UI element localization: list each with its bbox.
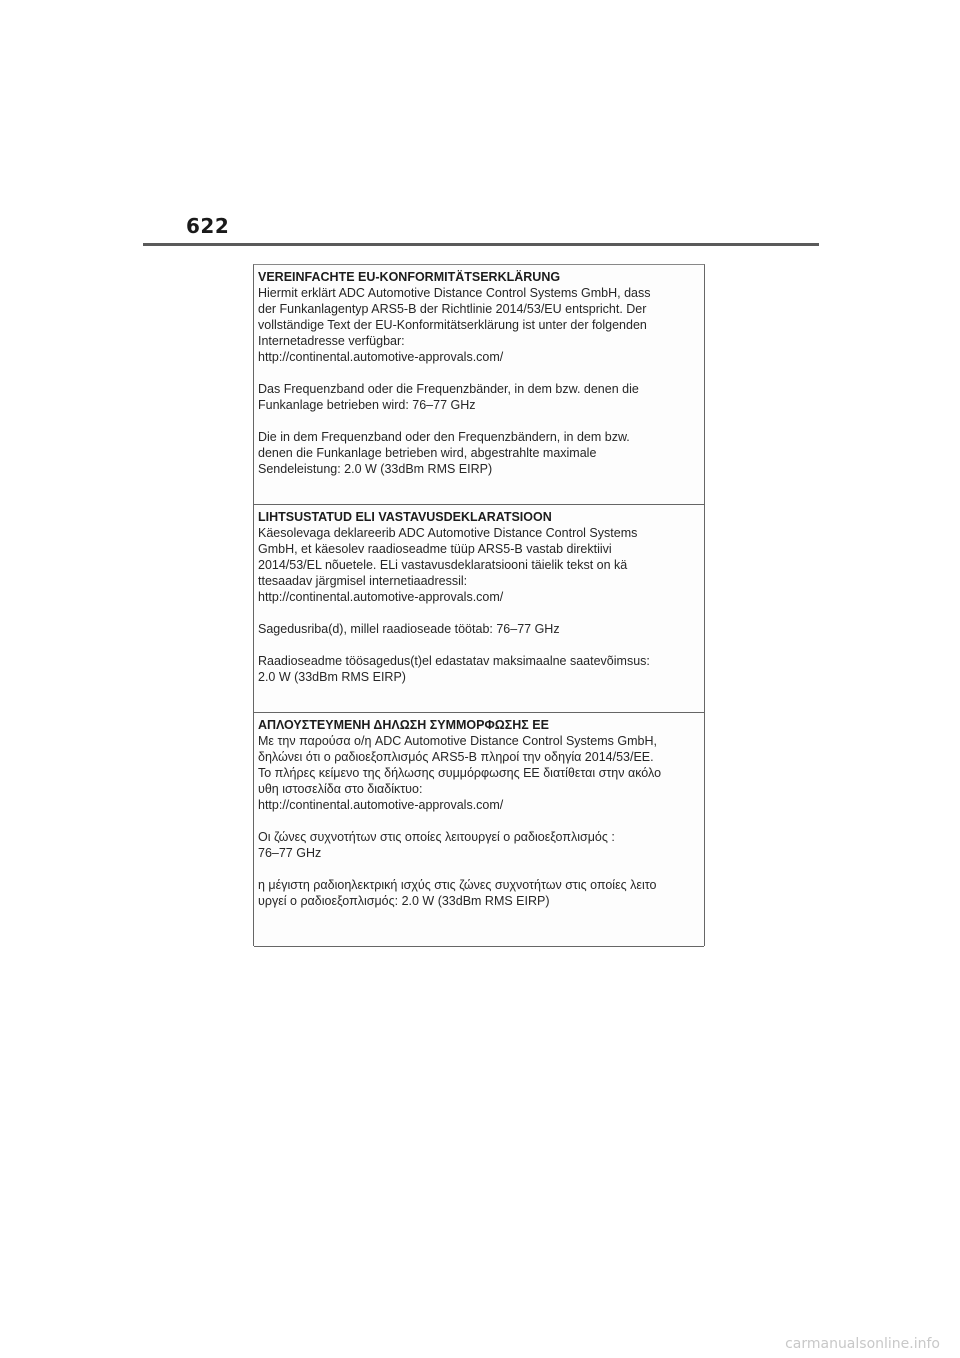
declaration-section-greek [254,713,704,947]
paragraph-line: Hiermit erklärt ADC Automotive Distance Control Systems GmbH, dass [258,286,651,300]
paragraph-line: 2.0 W (33dBm RMS EIRP) [258,670,406,684]
declaration-section-german [254,265,704,505]
declaration-section-estonian [254,505,704,713]
watermark-text: carmanualsonline.info [785,1336,940,1352]
declaration-paragraph [258,621,700,637]
page-number: 622 [186,214,230,238]
paragraph-line: Die in dem Frequenzband oder den Frequenzbändern, in dem bzw. [258,430,630,444]
paragraph-gap [258,605,700,621]
section-title: ΑΠΛΟΥΣΤΕΥΜΕΝΗ ΔΗΛΩΣΗ ΣΥΜΜΟΡΦΩΣΗΣ ΕΕ [258,718,549,732]
paragraph-line: υθη ιστοσελίδα στο διαδίκτυο: [258,782,423,796]
paragraph-line: η μέγιστη ραδιοηλεκτρική ισχύς στις ζώνες συχνοτήτων στις οποίες λειτο [258,878,657,892]
paragraph-line: Raadioseadme töösagedus(t)el edastatav maksimaalne saatevõimsus: [258,654,650,668]
paragraph-line: 2014/53/EL nõuetele. ELi vastavusdeklaratsiooni täielik tekst on kä [258,558,628,572]
declaration-paragraph [258,733,700,813]
declaration-paragraph [258,525,700,605]
paragraph-line: 76–77 GHz [258,846,322,860]
declaration-paragraph [258,653,700,685]
paragraph-line: ttesaadav järgmisel internetiaadressil: [258,574,468,588]
paragraph-line: Με την παρούσα ο/η ADC Automotive Distance Control Systems GmbH, [258,734,657,748]
declaration-paragraph [258,877,700,909]
paragraph-line: Käesolevaga deklareerib ADC Automotive Distance Control Systems [258,526,638,540]
paragraph-line: Sendeleistung: 2.0 W (33dBm RMS EIRP) [258,462,493,476]
declaration-paragraph [258,829,700,861]
paragraph-line: Οι ζώνες συχνοτήτων στις οποίες λειτουργεί ο ραδιοεξοπλισμός : [258,830,615,844]
paragraph-line: Das Frequenzband oder die Frequenzbänder, in dem bzw. denen die [258,382,639,396]
paragraph-line: Internetadresse verfügbar: [258,334,405,348]
declaration-table [253,264,705,946]
paragraph-gap [258,637,700,653]
declaration-paragraph [258,381,700,413]
paragraph-line: Sagedusriba(d), millel raadioseade töötab: 76–77 GHz [258,622,560,636]
declaration-paragraph [258,429,700,477]
paragraph-line: GmbH, et käesolev raadioseadme tüüp ARS5-B vastab direktiivi [258,542,612,556]
paragraph-line: http://continental.automotive-approvals.com/ [258,798,504,812]
paragraph-line: der Funkanlagentyp ARS5-B der Richtlinie 2014/53/EU entspricht. Der [258,302,647,316]
section-title: VEREINFACHTE EU-KONFORMITÄTSERKLÄRUNG [258,270,561,284]
paragraph-line: http://continental.automotive-approvals.com/ [258,350,504,364]
paragraph-gap [258,813,700,829]
paragraph-gap [258,861,700,877]
paragraph-line: vollständige Text der EU-Konformitätserklärung ist unter der folgenden [258,318,647,332]
declaration-paragraph [258,285,700,365]
paragraph-line: denen die Funkanlage betrieben wird, abgestrahlte maximale [258,446,597,460]
paragraph-line: Funkanlage betrieben wird: 76–77 GHz [258,398,476,412]
paragraph-line: http://continental.automotive-approvals.com/ [258,590,504,604]
paragraph-line: Το πλήρες κείμενο της δήλωσης συμμόρφωσης ΕΕ διατίθεται στην ακόλο [258,766,662,780]
section-title: LIHTSUSTATUD ELI VASTAVUSDEKLARATSIOON [258,510,552,524]
paragraph-gap [258,413,700,429]
header-rule [143,243,819,246]
paragraph-line: υργεί ο ραδιοεξοπλισμός: 2.0 W (33dBm RMS EIRP) [258,894,550,908]
paragraph-gap [258,365,700,381]
paragraph-line: δηλώνει ότι ο ραδιοεξοπλισμός ARS5-B πληροί την οδηγία 2014/53/ΕΕ. [258,750,654,764]
